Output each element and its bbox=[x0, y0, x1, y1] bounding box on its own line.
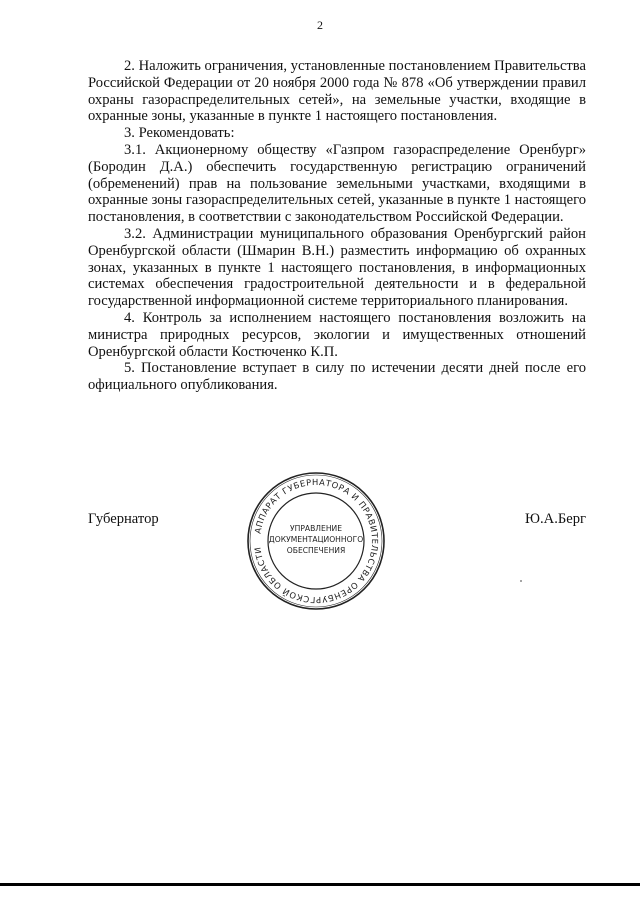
paragraph-2: 2. Наложить ограничения, установленные постановлением Правительства Российской Федерации от 20 ноября 2000 года № 878 «Об утверждении правил охраны газораспределительных сетей», на земельные участки, входящие в охранные зоны, указанные в пункте 1 настоящего постановления. bbox=[88, 58, 586, 125]
paragraph-5: 5. Постановление вступает в силу по истечении десяти дней после его официального опубликования. bbox=[88, 360, 586, 394]
official-seal bbox=[245, 470, 387, 612]
signatory-title: Губернатор bbox=[88, 511, 159, 527]
bottom-border-line bbox=[0, 883, 640, 886]
seal-graphic bbox=[245, 470, 387, 612]
paragraph-3: 3. Рекомендовать: bbox=[124, 125, 235, 142]
paragraph-3-2: 3.2. Администрации муниципального образования Оренбургский район Оренбургской области (Шмарин В.Н.) разместить информацию об охранных зонах, указанных в пункте 1 настоящего постановления, в информационных системах обеспечения градостроительной деятельности и в федеральной государственной информационной системе территориального планирования. bbox=[88, 225, 586, 310]
document-body bbox=[88, 58, 586, 394]
paragraph-4: 4. Контроль за исполнением настоящего постановления возложить на министра природных ресурсов, экологии и имущественных отношений Оренбургской области Костюченко К.П. bbox=[88, 309, 586, 360]
seal-ring-text: АППАРАТ ГУБЕРНАТОРА И ПРАВИТЕЛЬСТВА ОРЕНБУРГСКОЙ ОБЛАСТИ bbox=[252, 476, 381, 606]
seal-center-line-2: ДОКУМЕНТАЦИОННОГО bbox=[268, 535, 364, 544]
seal-center-line-3: ОБЕСПЕЧЕНИЯ bbox=[286, 546, 346, 555]
signatory-name: Ю.А.Берг bbox=[525, 511, 586, 527]
paragraph-3-1: 3.1. Акционерному обществу «Газпром газораспределение Оренбург» (Бородин Д.А.) обеспечить государственную регистрацию ограничений (обременений) прав на пользование земельными участками, входящими в охранные зоны газораспределительных сетей, указанные в пункте 1 настоящего постановления, в соответствии с законодательством Российской Федерации. bbox=[88, 141, 586, 226]
seal-center-line-1: УПРАВЛЕНИЕ bbox=[289, 524, 343, 533]
page-number: 2 bbox=[317, 18, 323, 32]
scan-speck bbox=[520, 580, 522, 582]
